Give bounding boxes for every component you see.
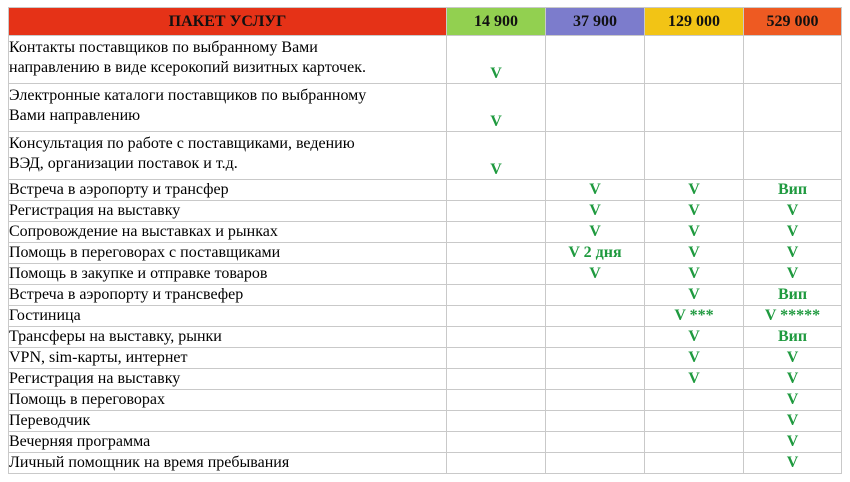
package-mark [447,390,546,411]
table-row [9,180,842,201]
package-mark: V [744,348,842,369]
service-label-line: Помощь в закупке и отправке товаров [9,265,268,282]
service-label-line: VPN, sim-карты, интернет [9,349,188,366]
package-mark: V [645,201,744,222]
service-label [9,348,447,369]
package-mark: V [645,264,744,285]
package-mark [447,369,546,390]
service-label [9,369,447,390]
package-mark [645,390,744,411]
service-label-line: Вами направлению [9,107,141,124]
package-mark: V [645,222,744,243]
service-label [9,36,447,84]
service-label-line: Электронные каталоги поставщиков по выбранному [9,87,367,104]
package-mark [447,327,546,348]
table-row [9,411,842,432]
package-mark [645,84,744,132]
package-mark [546,390,645,411]
package-mark [546,36,645,84]
package-mark: V [645,243,744,264]
price-37900: 37 900 [546,8,645,36]
package-mark: Вип [744,327,842,348]
package-mark [546,132,645,180]
table-row [9,432,842,453]
table-row [9,453,842,474]
package-mark [645,432,744,453]
package-mark: V 2 дня [546,243,645,264]
service-label [9,132,447,180]
package-mark: V [447,132,546,180]
service-label [9,306,447,327]
package-mark [744,36,842,84]
service-label-line: Помощь в переговорах [9,391,166,408]
service-label-line: Переводчик [9,412,91,429]
service-label [9,222,447,243]
service-label-line: Регистрация на выставку [9,370,181,387]
package-mark [447,306,546,327]
service-label-line: направлению в виде ксерокопий визитных карточек. [9,59,366,76]
table-row [9,348,842,369]
package-mark: V [744,390,842,411]
service-label-line: Контакты поставщиков по выбранному Вами [9,39,318,56]
package-mark: Вип [744,285,842,306]
package-mark [645,411,744,432]
package-mark: V [744,243,842,264]
service-label [9,411,447,432]
package-mark [447,243,546,264]
package-mark [645,132,744,180]
package-mark: V [546,222,645,243]
package-mark [447,180,546,201]
header-title: ПАКЕТ УСЛУГ [9,8,447,36]
package-mark: V [645,348,744,369]
service-label [9,180,447,201]
service-label [9,285,447,306]
service-label [9,243,447,264]
service-label-line: Регистрация на выставку [9,202,181,219]
package-mark [546,453,645,474]
service-label [9,264,447,285]
package-mark: V [744,432,842,453]
package-mark [447,285,546,306]
package-mark: V *** [645,306,744,327]
service-label-line: Вечерняя программа [9,433,151,450]
table-row [9,36,842,84]
service-label-line: Сопровождение на выставках и рынках [9,223,278,240]
package-mark [546,84,645,132]
package-mark [447,411,546,432]
service-label-line: Помощь в переговорах с поставщиками [9,244,281,261]
table-row [9,243,842,264]
package-mark [546,285,645,306]
package-mark: V [546,264,645,285]
package-mark: V [447,84,546,132]
package-mark: V [645,285,744,306]
service-label [9,201,447,222]
package-mark [447,453,546,474]
service-label-line: Встреча в аэропорту и трансфер [9,181,229,198]
package-mark [645,36,744,84]
service-label-line: Встреча в аэропорту и трансвефер [9,286,244,303]
table-row [9,201,842,222]
package-mark: V [546,180,645,201]
package-mark: V [447,36,546,84]
package-mark [447,201,546,222]
package-mark [447,222,546,243]
header-row [9,8,842,36]
table-row [9,222,842,243]
service-label-line: Гостиница [9,307,81,324]
package-mark [447,432,546,453]
price-129000: 129 000 [645,8,744,36]
package-mark [546,432,645,453]
package-mark: V [546,201,645,222]
package-mark: V [744,369,842,390]
package-mark: V ***** [744,306,842,327]
package-mark [546,306,645,327]
package-mark: V [645,180,744,201]
package-mark [447,348,546,369]
package-mark [546,411,645,432]
table-row [9,327,842,348]
service-label [9,327,447,348]
service-label [9,453,447,474]
package-mark: V [645,369,744,390]
price-14900: 14 900 [447,8,546,36]
table-row [9,369,842,390]
package-mark [744,84,842,132]
table-row [9,306,842,327]
service-label-line: ВЭД, организации поставок и т.д. [9,155,238,172]
service-label [9,84,447,132]
package-mark: V [744,411,842,432]
table-row [9,84,842,132]
service-label-line: Личный помощник на время пребывания [9,454,290,471]
service-label [9,390,447,411]
table-row [9,285,842,306]
package-mark: Вип [744,180,842,201]
service-label-line: Трансферы на выставку, рынки [9,328,222,345]
service-packages-table [8,7,842,474]
package-mark: V [645,327,744,348]
package-mark: V [744,453,842,474]
package-mark: V [744,222,842,243]
service-label [9,432,447,453]
package-mark [447,264,546,285]
package-mark [645,453,744,474]
table-row [9,132,842,180]
table-row [9,264,842,285]
package-mark [546,327,645,348]
package-mark [546,348,645,369]
service-label-line: Консультация по работе с поставщиками, ведению [9,135,355,152]
price-529000: 529 000 [744,8,842,36]
table-row [9,390,842,411]
package-mark: V [744,264,842,285]
package-mark [744,132,842,180]
package-mark: V [744,201,842,222]
package-mark [546,369,645,390]
